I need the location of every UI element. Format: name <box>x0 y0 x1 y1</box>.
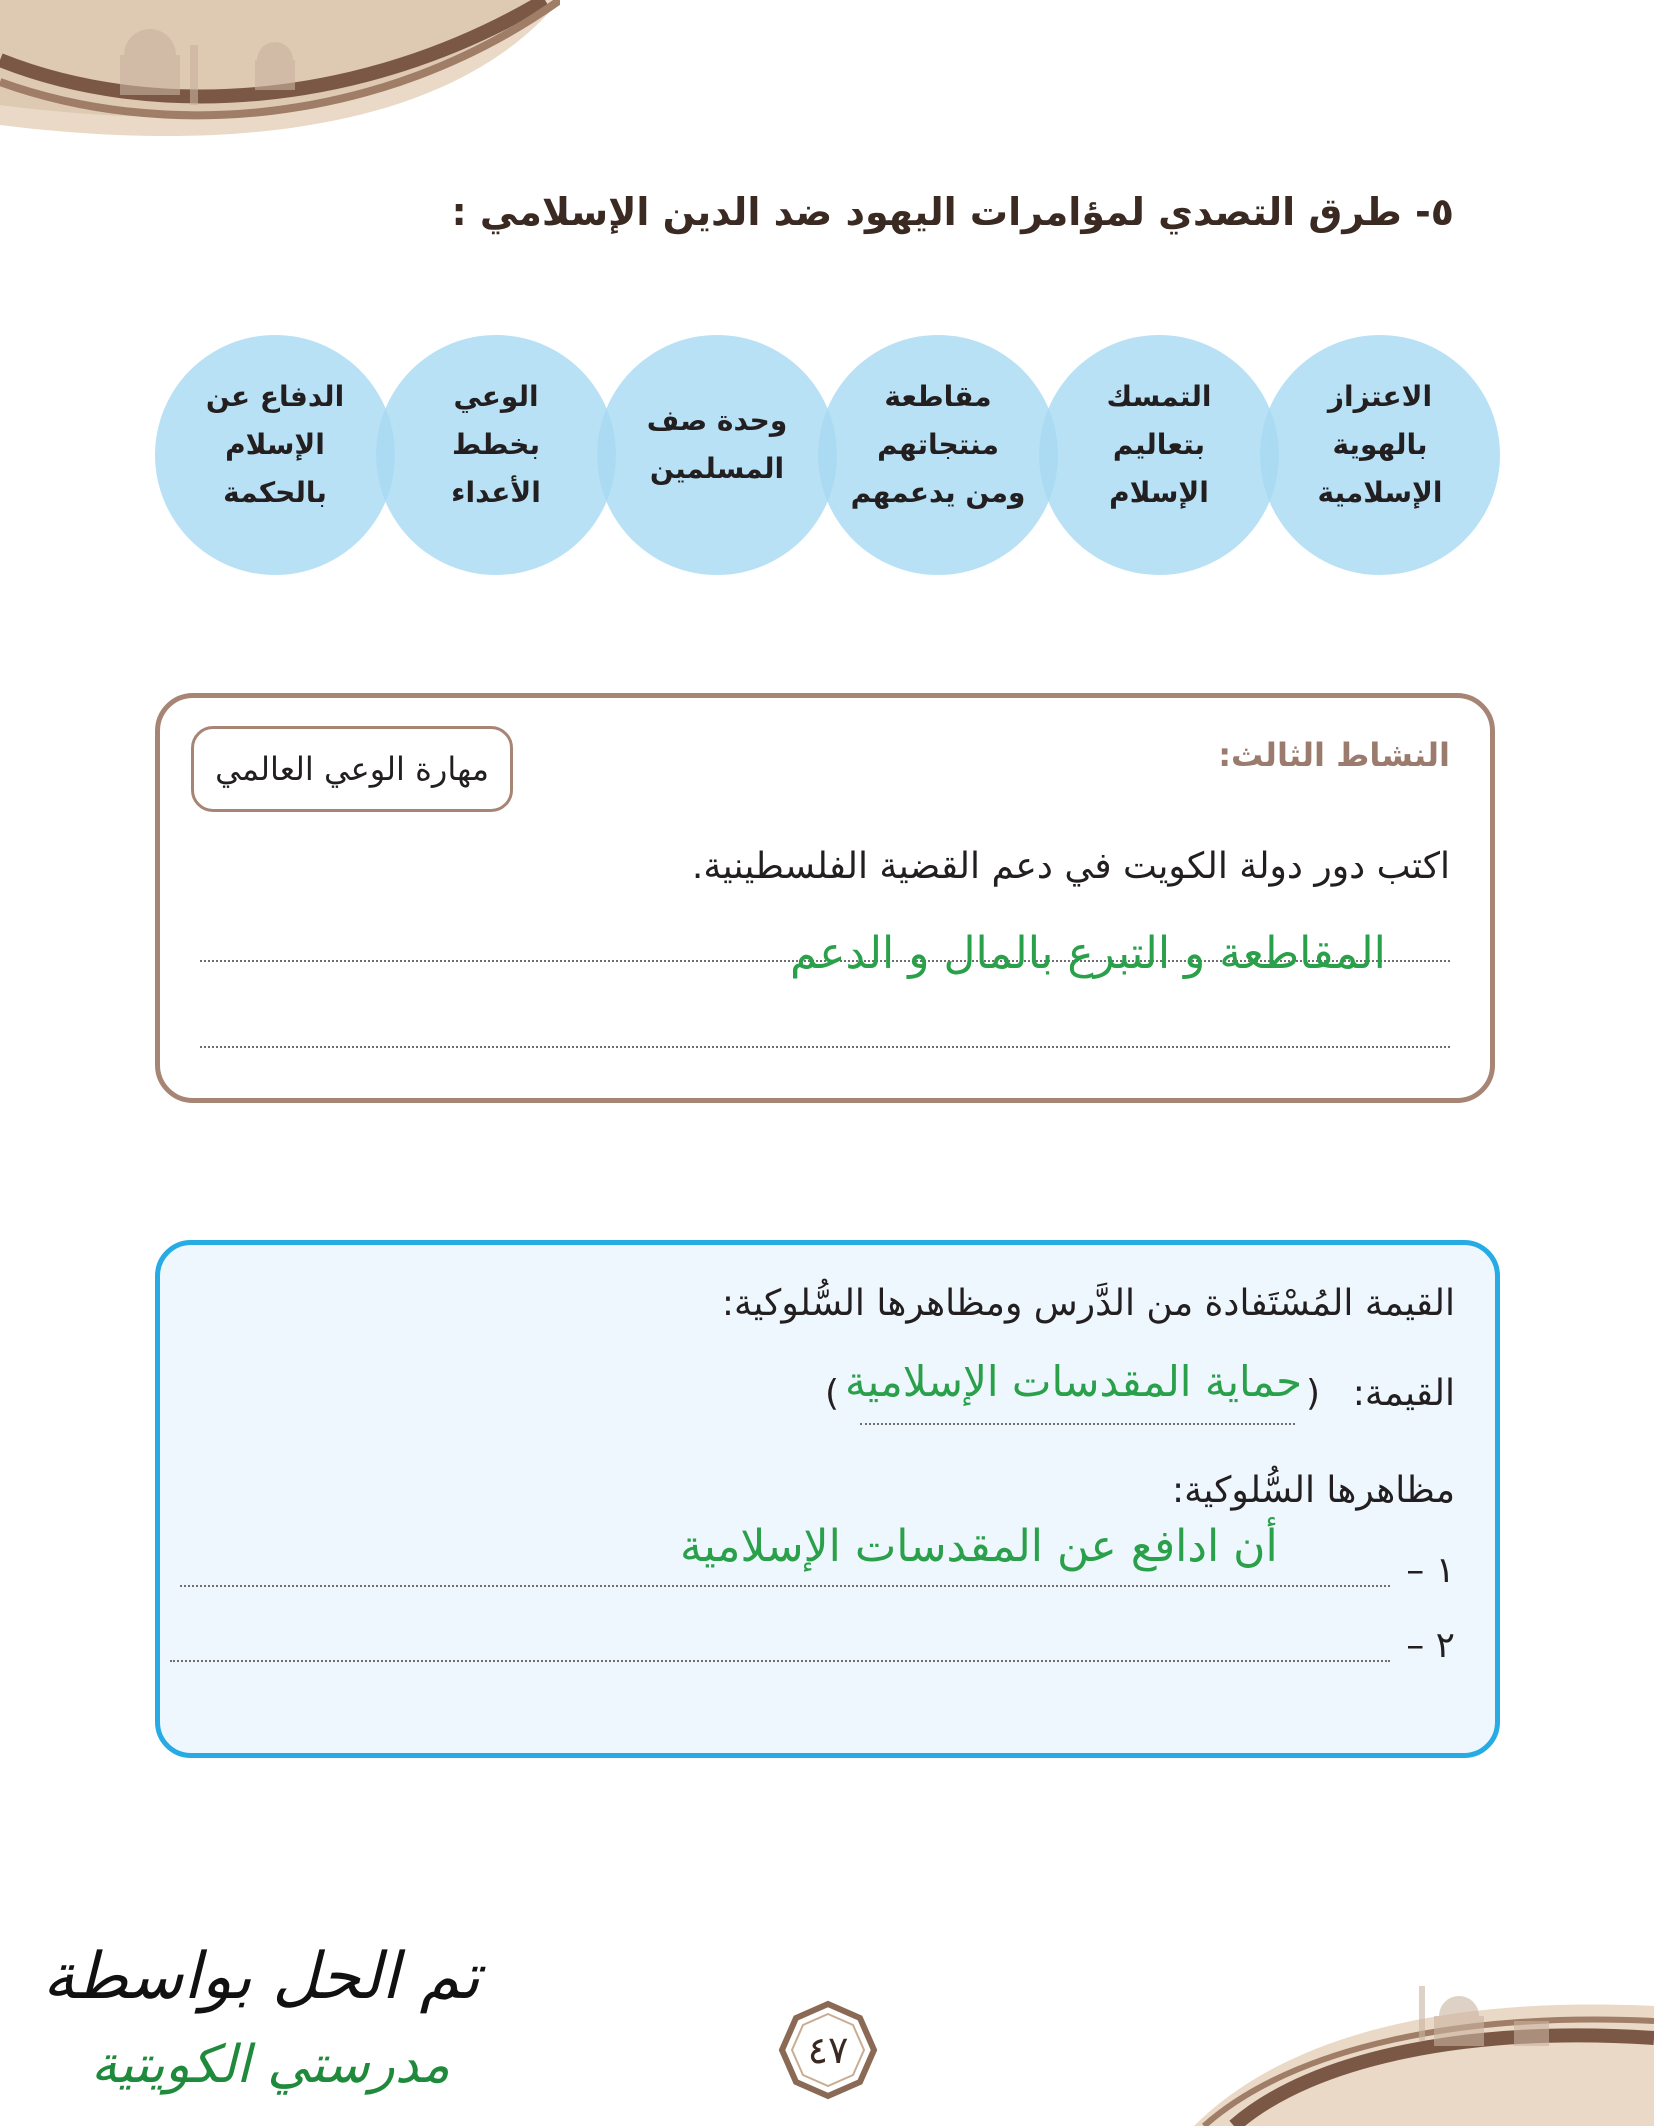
circle-line: مقاطعة <box>884 380 992 413</box>
handwritten-answer: المقاطعة و التبرع بالمال و الدعم <box>790 928 1386 979</box>
circle-line: الدفاع عن <box>205 380 345 413</box>
value-label: القيمة: <box>1352 1373 1455 1414</box>
circle-line: بالحكمة <box>223 476 327 509</box>
behavior-answer-line[interactable] <box>170 1660 1390 1662</box>
behavior-answer-line[interactable] <box>180 1585 1390 1587</box>
circle-muslim-unity <box>597 335 837 575</box>
circle-line: الوعي بخطط <box>452 380 540 461</box>
circle-awareness <box>376 335 616 575</box>
behavior-handwritten-answer: أن ادافع عن المقدسات الإسلامية <box>680 1521 1278 1572</box>
circle-line: الإسلام <box>1109 476 1209 509</box>
circle-islamic-identity <box>1260 335 1500 575</box>
behavior-item-number: ١ – <box>1406 1550 1455 1591</box>
circle-islam-teachings <box>1039 335 1279 575</box>
activity-box <box>155 693 1495 1103</box>
value-answer-line[interactable] <box>860 1423 1295 1425</box>
value-open-paren: ( <box>1305 1373 1320 1414</box>
circle-line: بالهوية <box>1332 428 1428 461</box>
circle-line: الإسلام <box>225 428 325 461</box>
skill-badge: مهارة الوعي العالمي <box>191 726 513 812</box>
page-number: ٤٧ <box>807 2028 849 2072</box>
signature-line-2: مدرستي الكويتية <box>91 2035 450 2095</box>
circle-line: وحدة صف <box>646 404 788 437</box>
circle-boycott <box>818 335 1058 575</box>
value-handwritten-answer: حماية المقدسات الإسلامية <box>845 1357 1303 1406</box>
values-heading: القيمة المُسْتَفادة من الدَّرس ومظاهرها السُّلوكية: <box>721 1283 1455 1324</box>
circle-defend-islam <box>155 335 395 575</box>
circle-line: ومن يدعمهم <box>850 476 1026 509</box>
signature-line-1: تم الحل بواسطة <box>42 1940 480 2014</box>
page-number-badge <box>778 2000 878 2100</box>
bottom-corner-decoration <box>1194 1976 1654 2126</box>
top-corner-decoration <box>0 0 560 160</box>
activity-question: اكتب دور دولة الكويت في دعم القضية الفلسطينية. <box>691 846 1450 887</box>
circle-line: الإسلامية <box>1317 476 1443 509</box>
activity-title: النشاط الثالث: <box>1218 736 1450 774</box>
methods-circles <box>155 335 1500 580</box>
behavior-item-number: ٢ – <box>1406 1625 1455 1666</box>
circle-line: الأعداء <box>451 476 541 509</box>
circle-line: المسلمين <box>649 452 785 485</box>
behaviors-heading: مظاهرها السُّلوكية: <box>1171 1470 1455 1511</box>
section-heading: ٥- طرق التصدي لمؤامرات اليهود ضد الدين الإسلامي : <box>451 190 1454 234</box>
answer-line[interactable] <box>200 1046 1450 1048</box>
circle-line: الاعتزاز <box>1327 380 1433 413</box>
circle-line: بتعاليم <box>1112 428 1206 461</box>
circle-line: منتجاتهم <box>877 428 999 461</box>
value-close-paren: ) <box>825 1373 840 1414</box>
handwritten-signature <box>10 1940 510 2110</box>
circle-line: التمسك <box>1106 380 1212 413</box>
values-box <box>155 1240 1500 1758</box>
